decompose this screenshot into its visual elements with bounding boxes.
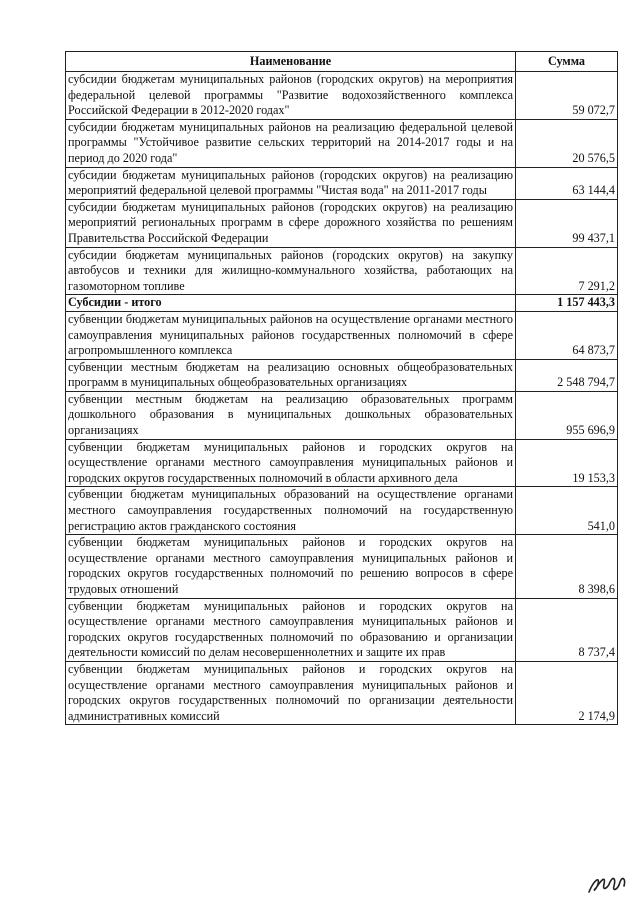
row-sum: 8 398,6 [516, 535, 618, 598]
row-name: субсидии бюджетам муниципальных районов (городских округов) на реализацию мероприятий региональных программ в сфере дорожного хозяйства по решениям Правительства Российской Федерации [66, 199, 516, 247]
row-sum: 8 737,4 [516, 598, 618, 661]
table-row [66, 247, 618, 295]
table-row [66, 72, 618, 120]
header-sum: Сумма [516, 52, 618, 72]
table-row [66, 359, 618, 391]
budget-table [65, 51, 618, 725]
row-name: субвенции бюджетам муниципальных районов и городских округов на осуществление органами местного самоуправления муниципальных районов и городских округов государственных полномочий по образованию и организации деятельности комиссий по делам несовершеннолетних и защите их прав [66, 598, 516, 661]
table-row [66, 119, 618, 167]
table-row [66, 391, 618, 439]
row-name: Субсидии - итого [66, 295, 516, 312]
row-sum: 1 157 443,3 [516, 295, 618, 312]
row-name: субвенции бюджетам муниципальных районов и городских округов на осуществление органами местного самоуправления муниципальных районов и городских округов государственных полномочий по организации деятельности административных комиссий [66, 661, 516, 724]
row-name: субвенции местным бюджетам на реализацию образовательных программ дошкольного образования в муниципальных дошкольных образовательных организациях [66, 391, 516, 439]
row-name: субвенции бюджетам муниципальных районов на осуществление органами местного самоуправления муниципальных районов государственных полномочий в сфере агропромышленного комплекса [66, 311, 516, 359]
row-name: субвенции бюджетам муниципальных образований на осуществление органами местного самоуправления государственных полномочий на государственную регистрацию актов гражданского состояния [66, 487, 516, 535]
table-row [66, 439, 618, 487]
row-name: субсидии бюджетам муниципальных районов (городских округов) на закупку автобусов и техники для жилищно-коммунального хозяйства, работающих на газомоторном топливе [66, 247, 516, 295]
table-row [66, 487, 618, 535]
row-sum: 2 174,9 [516, 661, 618, 724]
row-name: субсидии бюджетам муниципальных районов (городских округов) на реализацию мероприятий федеральной целевой программы "Чистая вода" на 2011-2017 годы [66, 167, 516, 199]
row-sum: 541,0 [516, 487, 618, 535]
row-name: субвенции местным бюджетам на реализацию основных общеобразовательных программ в муниципальных общеобразовательных организациях [66, 359, 516, 391]
table-row [66, 661, 618, 724]
handwritten-page-number [586, 868, 630, 896]
row-sum: 7 291,2 [516, 247, 618, 295]
row-name: субсидии бюджетам муниципальных районов на реализацию федеральной целевой программы "Устойчивое развитие сельских территорий на 2014-2017 годы и на период до 2020 года" [66, 119, 516, 167]
row-sum: 63 144,4 [516, 167, 618, 199]
row-name: субвенции бюджетам муниципальных районов и городских округов на осуществление органами местного самоуправления муниципальных районов и городских округов государственных полномочий по решению вопросов в сфере трудовых отношений [66, 535, 516, 598]
row-sum: 2 548 794,7 [516, 359, 618, 391]
table-row [66, 311, 618, 359]
row-name: субсидии бюджетам муниципальных районов (городских округов) на мероприятия федеральной целевой программы "Развитие водохозяйственного комплекса Российской Федерации в 2012-2020 годах" [66, 72, 516, 120]
total-row [66, 295, 618, 312]
header-name: Наименование [66, 52, 516, 72]
table-row [66, 167, 618, 199]
row-name: субвенции бюджетам муниципальных районов и городских округов на осуществление органами местного самоуправления муниципальных районов и городских округов государственных полномочий в области архивного дела [66, 439, 516, 487]
row-sum: 19 153,3 [516, 439, 618, 487]
header-row [66, 52, 618, 72]
row-sum: 955 696,9 [516, 391, 618, 439]
row-sum: 99 437,1 [516, 199, 618, 247]
row-sum: 20 576,5 [516, 119, 618, 167]
table-row [66, 598, 618, 661]
table-row [66, 199, 618, 247]
row-sum: 64 873,7 [516, 311, 618, 359]
row-sum: 59 072,7 [516, 72, 618, 120]
table-row [66, 535, 618, 598]
